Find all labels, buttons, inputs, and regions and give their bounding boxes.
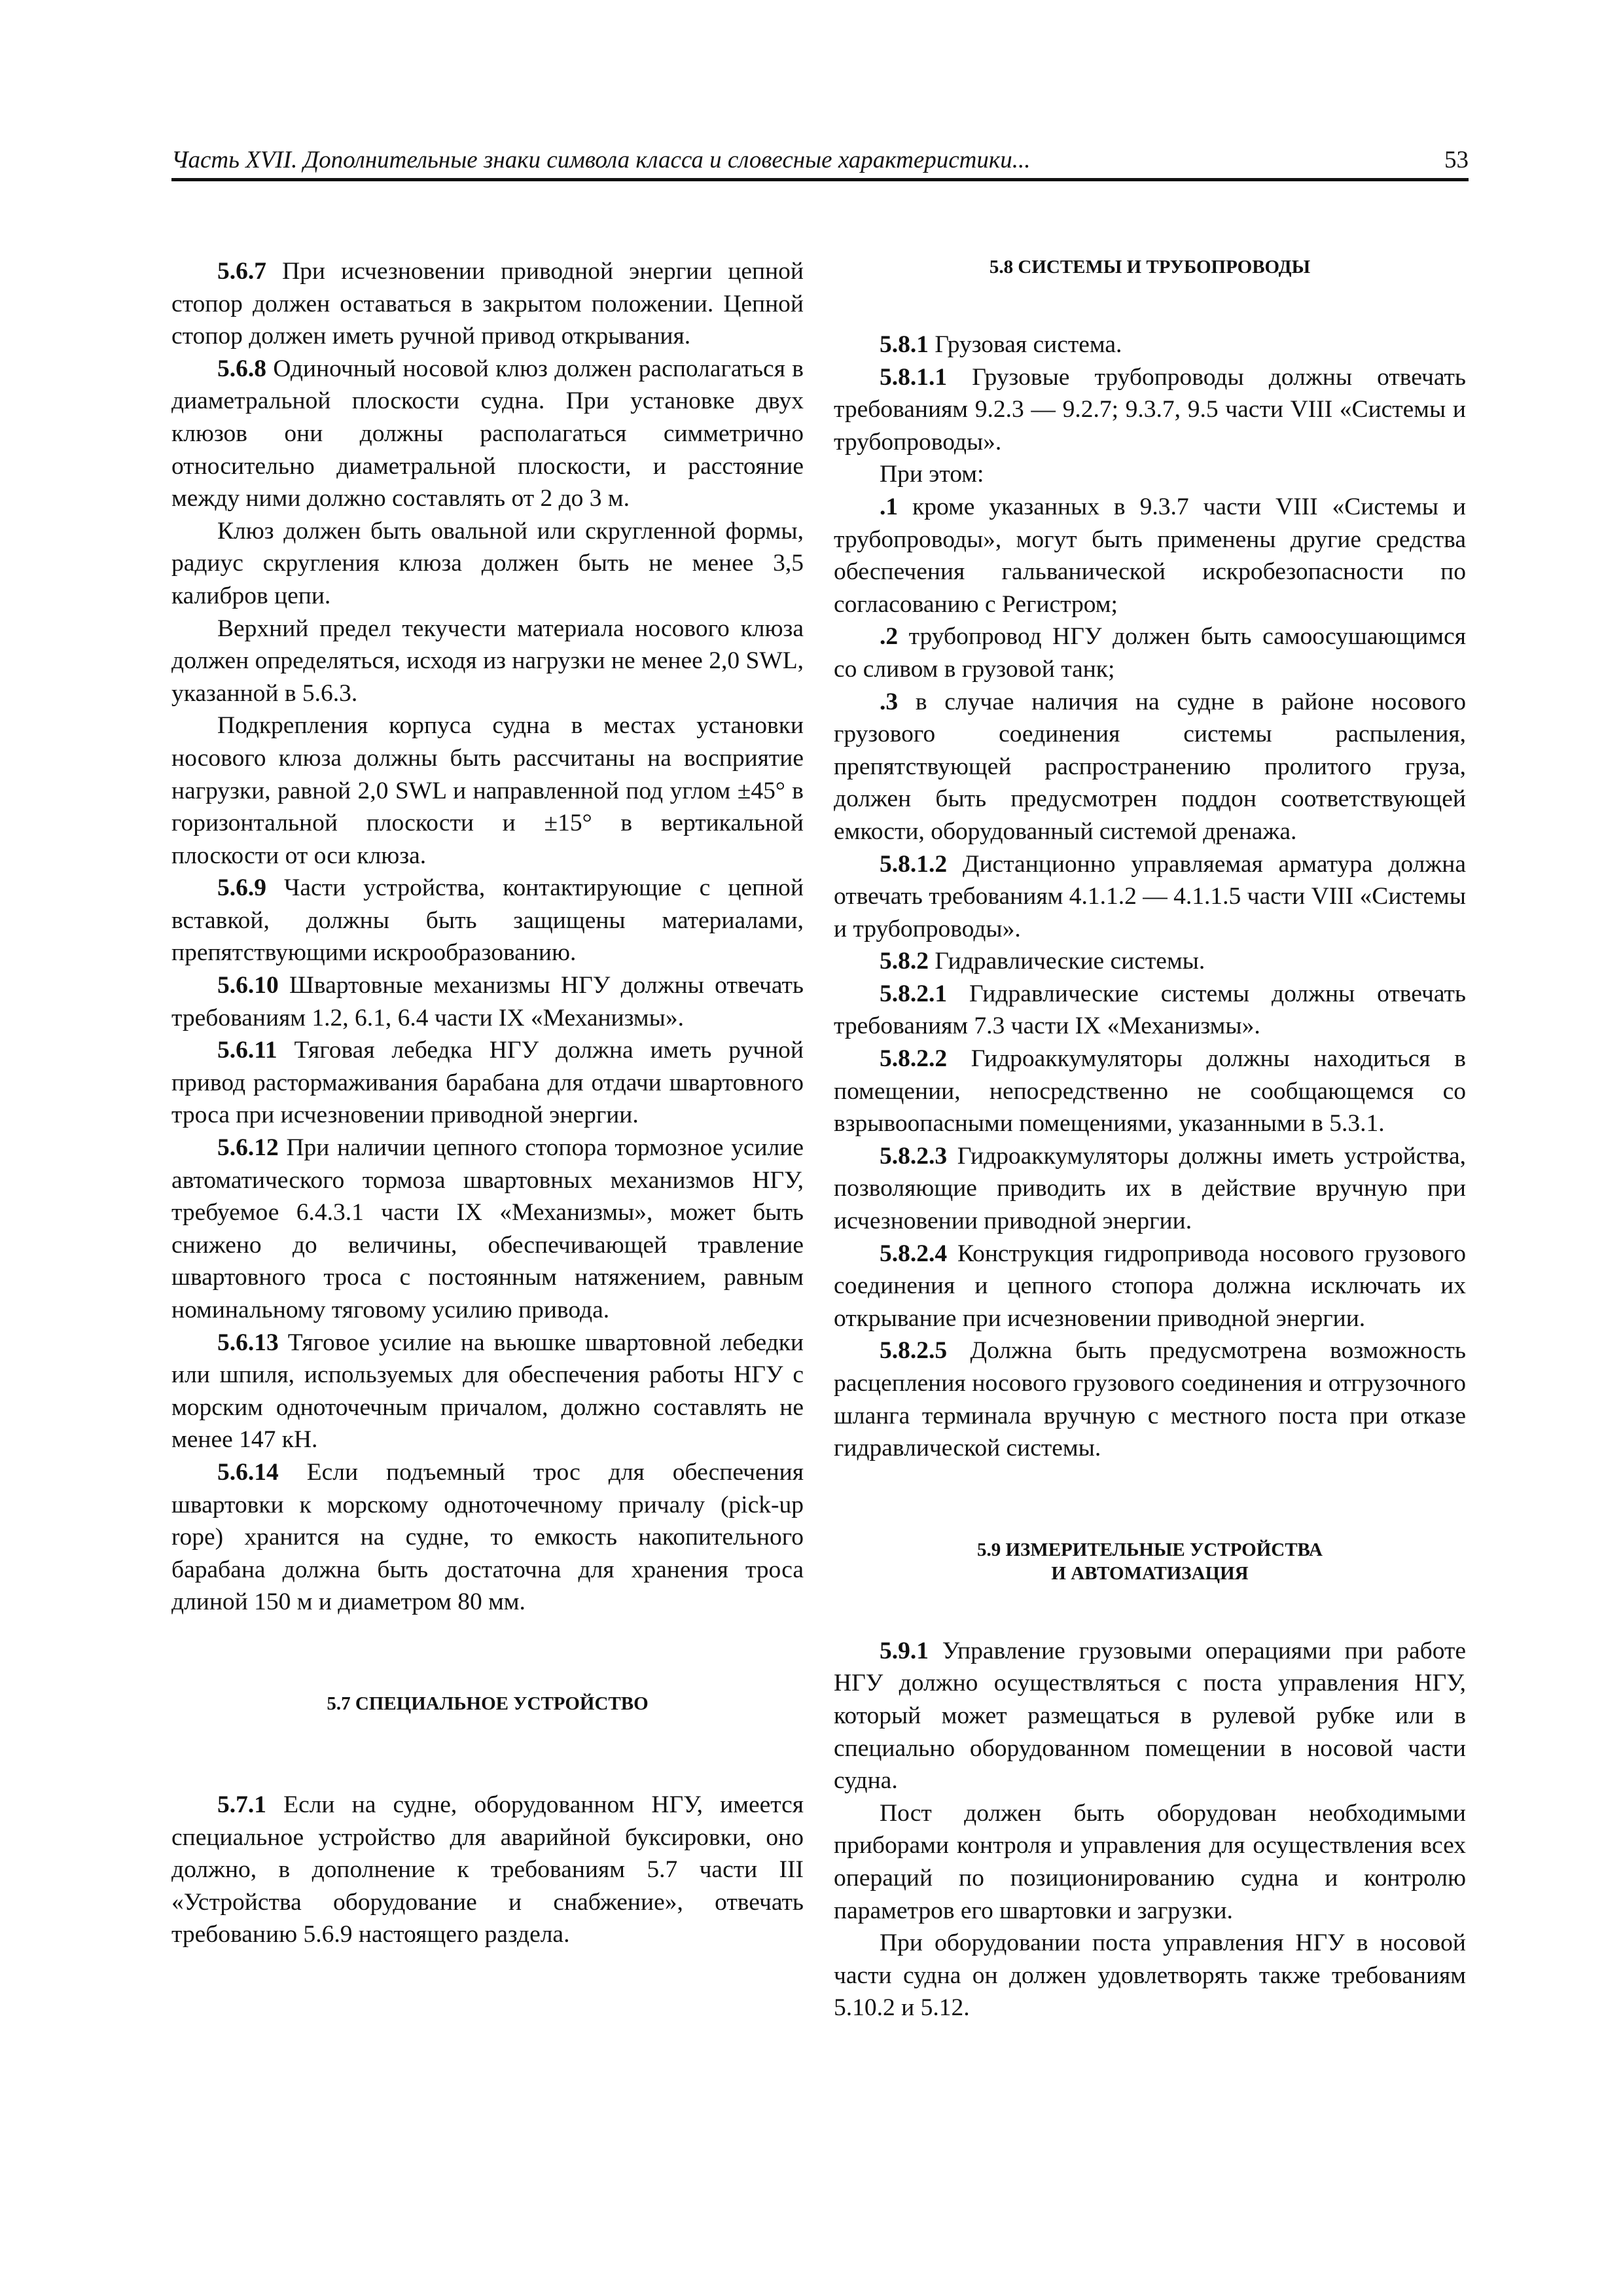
- paragraph-5-8-2-5: [834, 1335, 1466, 1464]
- right-column: [834, 255, 1466, 2024]
- clause-number: 5.6.9: [217, 874, 266, 902]
- paragraph-text: При оборудовании поста управления НГУ в носовой части судна он должен удовлетворять также требованиям 5.10.2 и 5.12.: [834, 1929, 1466, 2022]
- clause-number: 5.8.2.5: [880, 1337, 948, 1365]
- paragraph-5-6-14: [171, 1456, 804, 1619]
- paragraph-text: Швартовные механизмы НГУ должны отвечать требованиям 1.2, 6.1, 6.4 части IX «Механизмы».: [171, 972, 804, 1031]
- paragraph-text: Грузовая система.: [929, 331, 1122, 358]
- clause-number: 5.8.2.4: [880, 1240, 948, 1267]
- paragraph-whereby: [834, 458, 1466, 491]
- paragraph-text: Управление грузовыми операциями при работе НГУ должно осуществляться с поста управления НГУ, который может размещаться в рулевой рубке или в специально оборудованном помещении в носовой части судна.: [834, 1637, 1466, 1795]
- paragraph-yield-limit: [171, 613, 804, 710]
- paragraph-text: Если подъемный трос для обеспечения швартовки к морскому одноточечному причалу (pick-up rope) хранится на судне, то емкость накопительного барабана должна быть достаточна для хранения троса длиной 150 м и диаметром 80 мм.: [171, 1458, 804, 1616]
- section-heading-5-8: 5.8 СИСТЕМЫ И ТРУБОПРОВОДЫ: [989, 257, 1311, 278]
- paragraph-text: При наличии цепного стопора тормозное усилие автоматического тормоза швартовных механизмов НГУ, требуемое 6.4.3.1 части IX «Механизмы», может быть снижено до величины, обеспечивающей травление швартовного троса с постоянным натяжением, равным номинальному тяговому усилию привода.: [171, 1134, 804, 1323]
- paragraph-5-8-2-1: [834, 978, 1466, 1043]
- paragraph-text: Тяговое усилие на вьюшке швартовной лебедки или шпиля, используемых для обеспечения работы НГУ с морским одноточечным причалом, должно составлять не менее 147 кН.: [171, 1329, 804, 1454]
- paragraph-text: При исчезновении приводной энергии цепной стопор должен оставаться в закрытом положении. Цепной стопор должен иметь ручной привод открывания.: [171, 258, 804, 350]
- paragraph-text: кроме указанных в 9.3.7 части VIII «Системы и трубопроводы», могут быть применены другие средства обеспечения гальванической искробезопасности по согласованию с Регистром;: [834, 493, 1466, 618]
- paragraph-5-6-9: [171, 872, 804, 969]
- paragraph-text: Части устройства, контактирующие с цепной вставкой, должны быть защищены материалами, препятствующими искрообразованию.: [171, 874, 804, 967]
- paragraph-text: Подкрепления корпуса судна в местах установки носового клюза должны быть рассчитаны на восприятие нагрузки, равной 2,0 SWL и направленной под углом ±45° в горизонтальной плоскости и ±15° в вертикальной плоскости от оси клюза.: [171, 712, 804, 869]
- clause-number: 5.6.8: [217, 355, 266, 382]
- item-number: .3: [880, 688, 899, 715]
- paragraph-text: Гидроаккумуляторы должны иметь устройства, позволяющие приводить их в действие вручную при исчезновении приводной энергии.: [834, 1142, 1466, 1235]
- paragraph-text: в случае наличия на судне в районе носового грузового соединения системы распыления, препятствующей распространению пролитого груза, должен быть предусмотрен поддон соответствующей емкости, оборудованный системой дренажа.: [834, 688, 1466, 845]
- paragraph-5-6-10: [171, 969, 804, 1034]
- left-column: [171, 255, 804, 1951]
- paragraph-5-8-1-2: [834, 848, 1466, 946]
- clause-number: 5.8.2.1: [880, 980, 948, 1007]
- paragraph-text: Дистанционно управляемая арматура должна отвечать требованиям 4.1.1.2 — 4.1.1.5 части VIII «Системы и трубопроводы».: [834, 850, 1466, 942]
- clause-number: 5.9.1: [880, 1637, 929, 1664]
- clause-number: 5.8.1.1: [880, 363, 948, 391]
- paragraph-5-8-2-4: [834, 1238, 1466, 1335]
- paragraph-5-9-1: [834, 1635, 1466, 1797]
- heading-line: И АВТОМАТИЗАЦИЯ: [1051, 1562, 1249, 1584]
- clause-number: 5.6.10: [217, 972, 279, 999]
- paragraph-text: Если на судне, оборудованном НГУ, имеется специальное устройство для аварийной буксировки, оно должно, в дополнение к требованиям 5.7 части III «Устройства оборудование и снабжение», отвечать требованию 5.6.9 настоящего раздела.: [171, 1791, 804, 1948]
- paragraph-text: При этом:: [880, 461, 984, 488]
- running-header: [171, 144, 1469, 178]
- paragraph-5-7-1: [171, 1789, 804, 1951]
- running-header-title: Часть XVII. Дополнительные знаки символа класса и словесные характеристики...: [171, 147, 1031, 173]
- clause-number: 5.6.14: [217, 1458, 279, 1486]
- page-number: 53: [1444, 147, 1469, 173]
- header-rule: [171, 178, 1469, 181]
- clause-number: 5.8.1.2: [880, 850, 948, 878]
- clause-number: 5.6.7: [217, 258, 266, 285]
- paragraph-5-6-12: [171, 1132, 804, 1327]
- spacer: [834, 279, 1466, 329]
- clause-number: 5.8.2: [880, 948, 929, 975]
- heading-line: 5.9 ИЗМЕРИТЕЛЬНЫЕ УСТРОЙСТВА: [976, 1539, 1323, 1560]
- clause-number: 5.8.1: [880, 331, 929, 358]
- paragraph-5-8-1: [834, 329, 1466, 361]
- paragraph-text: Тяговая лебедка НГУ должна иметь ручной привод растормаживания барабана для отдачи швартовного троса при исчезновении приводной энергии.: [171, 1037, 804, 1129]
- clause-number: 5.6.11: [217, 1037, 277, 1064]
- spacer: [171, 1715, 804, 1789]
- spacer: [834, 1465, 1466, 1538]
- paragraph-5-6-8: [171, 353, 804, 515]
- section-heading-5-9: [834, 1538, 1466, 1585]
- paragraph-item-1: [834, 491, 1466, 620]
- paragraph-text: Должна быть предусмотрена возможность расцепления носового грузового соединения и отгрузочного шланга терминала вручную с местного поста при отказе гидравлической системы.: [834, 1337, 1466, 1462]
- paragraph-bow-post: [834, 1927, 1466, 2024]
- paragraph-text: Гидроаккумуляторы должны находиться в помещении, непосредственно не сообщающемся со взрывоопасными помещениями, указанными в 5.3.1.: [834, 1045, 1466, 1138]
- paragraph-5-8-2: [834, 945, 1466, 978]
- section-heading-5-7: 5.7 СПЕЦИАЛЬНОЕ УСТРОЙСТВО: [327, 1693, 649, 1714]
- clause-number: 5.6.12: [217, 1134, 279, 1162]
- clause-number: 5.6.13: [217, 1329, 279, 1356]
- paragraph-hawse-shape: [171, 515, 804, 613]
- paragraph-5-6-11: [171, 1034, 804, 1132]
- paragraph-text: Клюз должен быть овальной или скругленной формы, радиус скругления клюза должен быть не менее 3,5 калибров цепи.: [171, 517, 804, 609]
- item-number: .2: [880, 623, 899, 651]
- paragraph-control-post: [834, 1797, 1466, 1927]
- paragraph-5-6-13: [171, 1327, 804, 1456]
- paragraph-text: Гидравлические системы должны отвечать требованиям 7.3 части IX «Механизмы».: [834, 980, 1466, 1040]
- paragraph-item-3: [834, 686, 1466, 848]
- paragraph-text: Конструкция гидропривода носового грузового соединения и цепного стопора должна исключать их открывание при исчезновении приводной энергии.: [834, 1240, 1466, 1332]
- paragraph-text: Гидравлические системы.: [929, 948, 1205, 975]
- paragraph-5-8-2-2: [834, 1043, 1466, 1140]
- clause-number: 5.8.2.3: [880, 1142, 948, 1170]
- clause-number: 5.8.2.2: [880, 1045, 948, 1073]
- paragraph-text: Одиночный носовой клюз должен располагаться в диаметральной плоскости судна. При установке двух клюзов они должны располагаться симметрично относительно диаметральной плоскости, и расстояние между ними должно составлять от 2 до 3 м.: [171, 355, 804, 512]
- paragraph-5-8-2-3: [834, 1140, 1466, 1238]
- paragraph-text: трубопровод НГУ должен быть самоосушающимся со сливом в грузовой танк;: [834, 623, 1466, 683]
- clause-number: 5.7.1: [217, 1791, 266, 1818]
- paragraph-5-6-7: [171, 255, 804, 353]
- spacer: [171, 1619, 804, 1692]
- paragraph-text: Пост должен быть оборудован необходимыми приборами контроля и управления для осуществления всех операций по позиционированию судна и контролю параметров его швартовки и загрузки.: [834, 1799, 1466, 1924]
- paragraph-text: Грузовые трубопроводы должны отвечать требованиям 9.2.3 — 9.2.7; 9.3.7, 9.5 части VIII «Системы и трубопроводы».: [834, 363, 1466, 456]
- paragraph-item-2: [834, 620, 1466, 685]
- paragraph-5-8-1-1: [834, 361, 1466, 459]
- item-number: .1: [880, 493, 899, 520]
- spacer: [834, 1585, 1466, 1635]
- paragraph-text: Верхний предел текучести материала носового клюза должен определяться, исходя из нагрузки не менее 2,0 SWL, указанной в 5.6.3.: [171, 615, 804, 707]
- paragraph-hull-reinforcement: [171, 709, 804, 872]
